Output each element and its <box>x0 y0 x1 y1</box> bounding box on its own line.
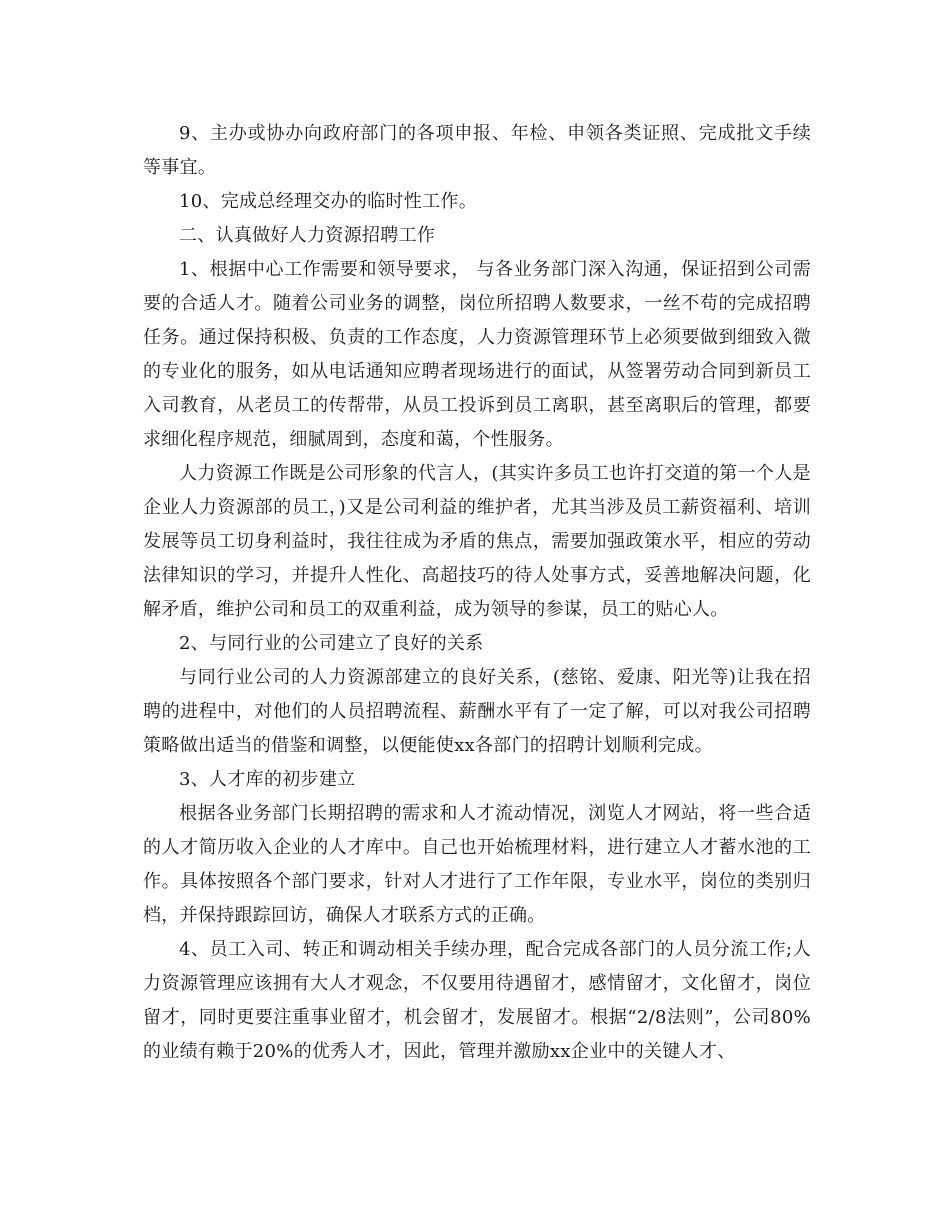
section-heading-recruitment: 二、认真做好人力资源招聘工作 <box>179 225 436 246</box>
paragraph-hr-role: 人力资源工作既是公司形象的代言人，(其实许多员工也许打交道的第一个人是企业人力资源部的员工，)又是公司利益的维护者，尤其当涉及员工薪资福利、培训发展等员工切身利益时，我往往成为矛盾的焦点，需要加强政策水平，相应的劳动法律知识的学习，并提升人性化、高超技巧的待人处事方式，妥善地解决问题，化解矛盾，维护公司和员工的双重利益，成为领导的参谋，员工的贴心人。 <box>143 463 811 620</box>
paragraph-onboarding: 4、员工入司、转正和调动相关手续办理，配合完成各部门的人员分流工作;人力资源管理应该拥有大人才观念，不仅要用待遇留才，感情留才，文化留才，岗位留才，同时更要注重事业留才，机会留才，发展留才。根据“2/8法则”，公司80%的业绩有赖于20%的优秀人才，因此，管理并激励xx企业中的关键人才、 <box>143 939 811 1062</box>
paragraph-talent-pool: 根据各业务部门长期招聘的需求和人才流动情况，浏览人才网站，将一些合适的人才简历收入企业的人才库中。自己也开始梳理材料，进行建立人才蓄水池的工作。具体按照各个部门要求，针对人才进行了工作年限，专业水平，岗位的类别归档，并保持跟踪回访，确保人才联系方式的正确。 <box>143 803 811 926</box>
subheading-industry-relations: 2、与同行业的公司建立了良好的关系 <box>179 633 484 654</box>
paragraph-recruitment-1: 1、根据中心工作需要和领导要求， 与各业务部门深入沟通，保证招到公司需要的合适人才。随着公司业务的调整，岗位所招聘人数要求，一丝不苟的完成招聘任务。通过保持积极、负责的工作态度，人力资源管理环节上必须要做到细致入微的专业化的服务，如从电话通知应聘者现场进行的面试，从签署劳动合同到新员工入司教育，从老员工的传帮带，从员工投诉到员工离职，甚至离职后的管理，都要求细化程序规范，细腻周到，态度和蔼，个性服务。 <box>143 259 811 450</box>
paragraph-industry-relations: 与同行业公司的人力资源部建立的良好关系，(慈铭、爱康、阳光等)让我在招聘的进程中，对他们的人员招聘流程、薪酬水平有了一定了解，可以对我公司招聘策略做出适当的借鉴和调整，以便能使xx各部门的招聘计划顺利完成。 <box>143 667 811 756</box>
paragraph-item-10-temporary-work: 10、完成总经理交办的临时性工作。 <box>179 191 478 212</box>
document-body <box>143 117 811 1069</box>
paragraph-item-9-government-filings: 9、主办或协办向政府部门的各项申报、年检、申领各类证照、完成批文手续等事宜。 <box>143 123 811 178</box>
subheading-talent-pool: 3、人才库的初步建立 <box>179 769 356 790</box>
